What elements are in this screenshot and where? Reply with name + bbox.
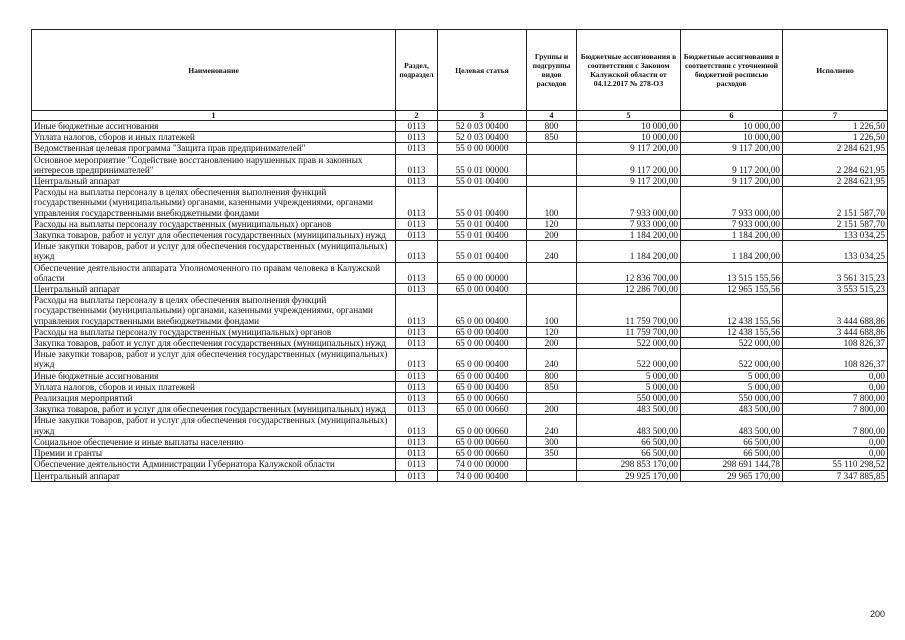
row-executed: 7 800,00 bbox=[783, 393, 888, 404]
row-budget-law: 1 184 200,00 bbox=[577, 241, 681, 262]
table-row bbox=[32, 436, 888, 447]
row-budget-law: 5 000,00 bbox=[577, 370, 681, 381]
column-number: 2 bbox=[396, 111, 438, 121]
budget-table bbox=[31, 29, 888, 482]
row-section: 0113 bbox=[396, 154, 438, 175]
row-section: 0113 bbox=[396, 404, 438, 415]
row-executed: 55 110 298,52 bbox=[783, 459, 888, 470]
row-executed: 108 826,37 bbox=[783, 338, 888, 349]
row-name: Иные бюджетные ассигнования bbox=[32, 370, 396, 381]
row-section: 0113 bbox=[396, 326, 438, 337]
row-target: 65 0 00 00660 bbox=[438, 393, 527, 404]
row-section: 0113 bbox=[396, 448, 438, 459]
row-target: 55 0 01 00400 bbox=[438, 230, 527, 241]
table-row bbox=[32, 415, 888, 436]
row-budget-law: 522 000,00 bbox=[577, 338, 681, 349]
row-name: Иные закупки товаров, работ и услуг для обеспечения государственных (муниципальных) нужд bbox=[32, 415, 396, 436]
row-name: Обеспечение деятельности Администрации Губернатора Калужской области bbox=[32, 459, 396, 470]
row-group: 200 bbox=[527, 338, 577, 349]
row-name: Уплата налогов, сборов и иных платежей bbox=[32, 132, 396, 143]
row-executed: 2 284 621,95 bbox=[783, 154, 888, 175]
row-budget-revised: 12 438 155,56 bbox=[681, 295, 783, 327]
column-number: 7 bbox=[783, 111, 888, 121]
header-groups: Группы и подгруппы видов расходов bbox=[527, 30, 577, 111]
row-name: Реализация мероприятий bbox=[32, 393, 396, 404]
row-budget-revised: 9 117 200,00 bbox=[681, 154, 783, 175]
row-executed: 7 800,00 bbox=[783, 404, 888, 415]
row-target: 65 0 00 00400 bbox=[438, 326, 527, 337]
row-executed: 7 347 885,85 bbox=[783, 470, 888, 481]
row-executed: 7 800,00 bbox=[783, 415, 888, 436]
header-budget-revised: Бюджетные ассигнования в соответствии с уточненной бюджетной росписью расходов bbox=[681, 30, 783, 111]
row-target: 52 0 03 00400 bbox=[438, 132, 527, 143]
row-target: 55 0 00 00000 bbox=[438, 143, 527, 154]
row-group: 350 bbox=[527, 448, 577, 459]
row-executed: 0,00 bbox=[783, 448, 888, 459]
row-name: Ведомственная целевая программа "Защита прав предпринимателей" bbox=[32, 143, 396, 154]
row-target: 52 0 03 00400 bbox=[438, 121, 527, 132]
row-group bbox=[527, 143, 577, 154]
row-section: 0113 bbox=[396, 415, 438, 436]
row-budget-law: 550 000,00 bbox=[577, 393, 681, 404]
row-budget-law: 11 759 700,00 bbox=[577, 326, 681, 337]
row-budget-revised: 12 438 155,56 bbox=[681, 326, 783, 337]
row-group: 240 bbox=[527, 349, 577, 370]
row-group bbox=[527, 459, 577, 470]
row-budget-revised: 10 000,00 bbox=[681, 121, 783, 132]
row-name: Основное мероприятие "Содействие восстановлению нарушенных прав и законных интересов предпринимателей" bbox=[32, 154, 396, 175]
header-target: Целевая статья bbox=[438, 30, 527, 111]
row-executed: 3 553 515,23 bbox=[783, 284, 888, 295]
row-budget-law: 10 000,00 bbox=[577, 132, 681, 143]
row-executed: 3 444 688,86 bbox=[783, 295, 888, 327]
table-row bbox=[32, 393, 888, 404]
row-budget-revised: 550 000,00 bbox=[681, 393, 783, 404]
row-section: 0113 bbox=[396, 218, 438, 229]
row-target: 65 0 00 00400 bbox=[438, 349, 527, 370]
table-row bbox=[32, 262, 888, 283]
row-section: 0113 bbox=[396, 436, 438, 447]
row-group bbox=[527, 262, 577, 283]
table-row bbox=[32, 459, 888, 470]
row-group bbox=[527, 284, 577, 295]
row-section: 0113 bbox=[396, 187, 438, 219]
row-group: 850 bbox=[527, 132, 577, 143]
row-group: 800 bbox=[527, 370, 577, 381]
row-section: 0113 bbox=[396, 284, 438, 295]
header-name: Наименование bbox=[32, 30, 396, 111]
row-section: 0113 bbox=[396, 132, 438, 143]
row-group bbox=[527, 393, 577, 404]
table-row bbox=[32, 370, 888, 381]
row-budget-law: 9 117 200,00 bbox=[577, 143, 681, 154]
row-budget-law: 12 286 700,00 bbox=[577, 284, 681, 295]
row-target: 65 0 00 00660 bbox=[438, 415, 527, 436]
row-budget-law: 483 500,00 bbox=[577, 415, 681, 436]
row-budget-revised: 522 000,00 bbox=[681, 338, 783, 349]
row-executed: 108 826,37 bbox=[783, 349, 888, 370]
row-group: 200 bbox=[527, 404, 577, 415]
row-executed: 0,00 bbox=[783, 436, 888, 447]
header-executed: Исполнено bbox=[783, 30, 888, 111]
row-name: Закупка товаров, работ и услуг для обеспечения государственных (муниципальных) нужд bbox=[32, 404, 396, 415]
row-name: Премии и гранты bbox=[32, 448, 396, 459]
row-target: 65 0 00 00660 bbox=[438, 404, 527, 415]
row-budget-law: 1 184 200,00 bbox=[577, 230, 681, 241]
column-number: 3 bbox=[438, 111, 527, 121]
row-section: 0113 bbox=[396, 176, 438, 187]
row-budget-law: 483 500,00 bbox=[577, 404, 681, 415]
table-row bbox=[32, 241, 888, 262]
row-target: 55 0 01 00400 bbox=[438, 218, 527, 229]
row-group: 100 bbox=[527, 295, 577, 327]
table-row bbox=[32, 295, 888, 327]
row-group: 850 bbox=[527, 381, 577, 392]
table-row bbox=[32, 448, 888, 459]
row-budget-revised: 5 000,00 bbox=[681, 370, 783, 381]
header-budget-law: Бюджетные ассигнования в соответствии с Законом Калужской области от 04.12.2017 № 278-ОЗ bbox=[577, 30, 681, 111]
row-section: 0113 bbox=[396, 459, 438, 470]
row-target: 65 0 00 00000 bbox=[438, 262, 527, 283]
row-budget-revised: 522 000,00 bbox=[681, 349, 783, 370]
row-executed: 2 284 621,95 bbox=[783, 176, 888, 187]
row-name: Социальное обеспечение и иные выплаты населению bbox=[32, 436, 396, 447]
table-row bbox=[32, 230, 888, 241]
row-budget-law: 522 000,00 bbox=[577, 349, 681, 370]
row-budget-law: 5 000,00 bbox=[577, 381, 681, 392]
row-budget-law: 9 117 200,00 bbox=[577, 154, 681, 175]
row-group: 240 bbox=[527, 241, 577, 262]
row-budget-law: 11 759 700,00 bbox=[577, 295, 681, 327]
row-budget-revised: 298 691 144,78 bbox=[681, 459, 783, 470]
row-budget-law: 66 500,00 bbox=[577, 436, 681, 447]
row-executed: 2 151 587,70 bbox=[783, 218, 888, 229]
row-name: Уплата налогов, сборов и иных платежей bbox=[32, 381, 396, 392]
row-target: 65 0 00 00400 bbox=[438, 295, 527, 327]
row-target: 65 0 00 00660 bbox=[438, 448, 527, 459]
row-target: 65 0 00 00400 bbox=[438, 338, 527, 349]
row-section: 0113 bbox=[396, 121, 438, 132]
row-budget-revised: 9 117 200,00 bbox=[681, 143, 783, 154]
row-section: 0113 bbox=[396, 241, 438, 262]
table-row bbox=[32, 349, 888, 370]
row-group: 120 bbox=[527, 326, 577, 337]
row-budget-law: 29 925 170,00 bbox=[577, 470, 681, 481]
row-section: 0113 bbox=[396, 470, 438, 481]
row-budget-revised: 483 500,00 bbox=[681, 415, 783, 436]
row-name: Центральный аппарат bbox=[32, 284, 396, 295]
row-budget-revised: 5 000,00 bbox=[681, 381, 783, 392]
row-group bbox=[527, 176, 577, 187]
row-name: Иные бюджетные ассигнования bbox=[32, 121, 396, 132]
row-budget-revised: 13 515 155,56 bbox=[681, 262, 783, 283]
header-section: Раздел, подраздел bbox=[396, 30, 438, 111]
row-group: 800 bbox=[527, 121, 577, 132]
row-target: 74 0 00 00400 bbox=[438, 470, 527, 481]
row-executed: 0,00 bbox=[783, 381, 888, 392]
row-budget-law: 66 500,00 bbox=[577, 448, 681, 459]
row-budget-law: 7 933 000,00 bbox=[577, 218, 681, 229]
row-group: 200 bbox=[527, 230, 577, 241]
row-section: 0113 bbox=[396, 349, 438, 370]
row-budget-revised: 66 500,00 bbox=[681, 436, 783, 447]
row-group bbox=[527, 154, 577, 175]
row-budget-revised: 1 184 200,00 bbox=[681, 230, 783, 241]
row-budget-revised: 29 965 170,00 bbox=[681, 470, 783, 481]
row-name: Расходы на выплаты персоналу государственных (муниципальных) органов bbox=[32, 218, 396, 229]
row-budget-revised: 10 000,00 bbox=[681, 132, 783, 143]
row-name: Иные закупки товаров, работ и услуг для обеспечения государственных (муниципальных) нужд bbox=[32, 241, 396, 262]
row-group bbox=[527, 470, 577, 481]
row-target: 55 0 01 00400 bbox=[438, 187, 527, 219]
row-executed: 3 444 688,86 bbox=[783, 326, 888, 337]
table-row bbox=[32, 381, 888, 392]
row-executed: 1 226,50 bbox=[783, 121, 888, 132]
row-executed: 2 284 621,95 bbox=[783, 143, 888, 154]
table-body bbox=[32, 121, 888, 482]
row-section: 0113 bbox=[396, 262, 438, 283]
row-budget-law: 12 836 700,00 bbox=[577, 262, 681, 283]
row-name: Центральный аппарат bbox=[32, 470, 396, 481]
page-number: 200 bbox=[869, 609, 885, 619]
row-budget-revised: 9 117 200,00 bbox=[681, 176, 783, 187]
table-row bbox=[32, 338, 888, 349]
row-section: 0113 bbox=[396, 370, 438, 381]
column-number: 6 bbox=[681, 111, 783, 121]
row-section: 0113 bbox=[396, 393, 438, 404]
row-section: 0113 bbox=[396, 230, 438, 241]
row-target: 65 0 00 00400 bbox=[438, 284, 527, 295]
row-name: Центральный аппарат bbox=[32, 176, 396, 187]
row-target: 74 0 00 00000 bbox=[438, 459, 527, 470]
row-section: 0113 bbox=[396, 381, 438, 392]
row-budget-revised: 12 965 155,56 bbox=[681, 284, 783, 295]
column-number-row bbox=[32, 111, 888, 121]
row-budget-revised: 7 933 000,00 bbox=[681, 218, 783, 229]
table-row bbox=[32, 404, 888, 415]
row-name: Расходы на выплаты персоналу государственных (муниципальных) органов bbox=[32, 326, 396, 337]
table-row bbox=[32, 187, 888, 219]
row-budget-revised: 1 184 200,00 bbox=[681, 241, 783, 262]
row-section: 0113 bbox=[396, 143, 438, 154]
row-executed: 2 151 587,70 bbox=[783, 187, 888, 219]
row-target: 55 0 01 00400 bbox=[438, 176, 527, 187]
row-name: Закупка товаров, работ и услуг для обеспечения государственных (муниципальных) нужд bbox=[32, 230, 396, 241]
row-executed: 3 561 315,23 bbox=[783, 262, 888, 283]
table-row bbox=[32, 326, 888, 337]
row-target: 65 0 00 00660 bbox=[438, 436, 527, 447]
row-group: 120 bbox=[527, 218, 577, 229]
row-target: 65 0 00 00400 bbox=[438, 370, 527, 381]
row-executed: 1 226,50 bbox=[783, 132, 888, 143]
row-budget-law: 7 933 000,00 bbox=[577, 187, 681, 219]
row-target: 55 0 01 00000 bbox=[438, 154, 527, 175]
header-row bbox=[32, 30, 888, 111]
row-executed: 0,00 bbox=[783, 370, 888, 381]
table-row bbox=[32, 218, 888, 229]
row-target: 55 0 01 00400 bbox=[438, 241, 527, 262]
row-group: 100 bbox=[527, 187, 577, 219]
row-budget-revised: 7 933 000,00 bbox=[681, 187, 783, 219]
table-row bbox=[32, 121, 888, 132]
column-number: 4 bbox=[527, 111, 577, 121]
table-row bbox=[32, 154, 888, 175]
row-section: 0113 bbox=[396, 295, 438, 327]
column-number: 5 bbox=[577, 111, 681, 121]
table-row bbox=[32, 284, 888, 295]
row-executed: 133 034,25 bbox=[783, 230, 888, 241]
row-name: Расходы на выплаты персоналу в целях обеспечения выполнения функций государственными (муниципальными) органами, казенными учреждениями, органами управления государственными внебюджетными фондами bbox=[32, 187, 396, 219]
row-budget-revised: 483 500,00 bbox=[681, 404, 783, 415]
row-section: 0113 bbox=[396, 338, 438, 349]
table-row bbox=[32, 470, 888, 481]
column-number: 1 bbox=[32, 111, 396, 121]
row-executed: 133 034,25 bbox=[783, 241, 888, 262]
row-group: 300 bbox=[527, 436, 577, 447]
row-group: 240 bbox=[527, 415, 577, 436]
row-name: Обеспечение деятельности аппарата Уполномоченного по правам человека в Калужской области bbox=[32, 262, 396, 283]
table-row bbox=[32, 132, 888, 143]
row-budget-law: 10 000,00 bbox=[577, 121, 681, 132]
table-row bbox=[32, 143, 888, 154]
row-budget-revised: 66 500,00 bbox=[681, 448, 783, 459]
row-name: Иные закупки товаров, работ и услуг для обеспечения государственных (муниципальных) нужд bbox=[32, 349, 396, 370]
row-name: Закупка товаров, работ и услуг для обеспечения государственных (муниципальных) нужд bbox=[32, 338, 396, 349]
row-target: 65 0 00 00400 bbox=[438, 381, 527, 392]
row-name: Расходы на выплаты персоналу в целях обеспечения выполнения функций государственными (муниципальными) органами, казенными учреждениями, органами управления государственными внебюджетными фондами bbox=[32, 295, 396, 327]
row-budget-law: 298 853 170,00 bbox=[577, 459, 681, 470]
row-budget-law: 9 117 200,00 bbox=[577, 176, 681, 187]
table-row bbox=[32, 176, 888, 187]
